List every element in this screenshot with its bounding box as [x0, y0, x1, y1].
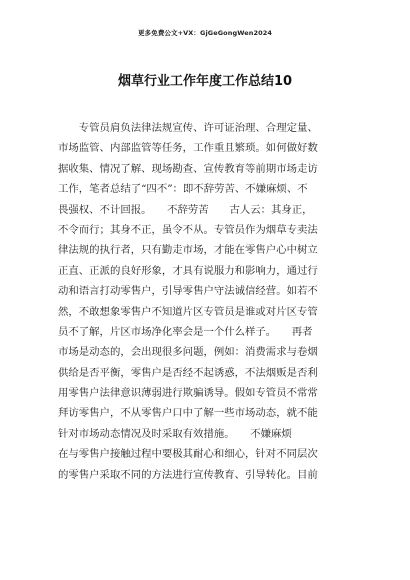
body-line: 用零售户法律意识薄弱进行欺骗诱导。假如专管员不常常 [58, 387, 318, 400]
document-body [58, 118, 358, 485]
body-line: 员不了解，片区市场净化率会是一个什么样子。 再者 [58, 325, 313, 338]
body-line: 不令而行；其身不正，虽令不从。专管员作为烟草专卖法 [58, 223, 318, 236]
body-line: 针对市场动态情况及时采取有效措施。 不嫌麻烦 [58, 427, 313, 440]
body-line: 畏强权、不计回报。 不辞劳苦 古人云：其身正， [58, 203, 313, 216]
header-note: 更多免费公文+VX：GjGeGongWen2024 [138, 29, 272, 37]
body-line: 市场是动态的，会出现很多问题，例如：消费需求与卷烟 [58, 346, 318, 359]
body-line: 然，不敢想象零售户不知道片区专管员是谁或对片区专管 [58, 305, 318, 318]
body-line: 供给是否平衡，零售户是否经不起诱惑，不法烟贩是否利 [58, 366, 318, 379]
document-title: 烟草行业工作年度工作总结10 [117, 74, 293, 89]
body-line: 的零售户采取不同的方法进行宣传教育、引导转化。目前 [58, 468, 318, 481]
body-line: 动和语言打动零售户，引导零售户守法诚信经营。如若不 [58, 285, 318, 298]
body-line: 专管员肩负法律法规宣传、许可证治理、合理定量、 [58, 122, 318, 134]
body-line: 拜访零售户，不从零售户口中了解一些市场动态，就不能 [58, 407, 318, 420]
body-line: 正直、正派的良好形象，才具有说服力和影响力，通过行 [58, 264, 318, 277]
body-line: 在与零售户接触过程中要极其耐心和细心，针对不同层次 [58, 448, 318, 461]
body-line: 工作，笔者总结了“四不”：即不辞劳苦、不嫌麻烦、不 [58, 183, 308, 196]
body-line: 市场监管、内部监管等任务，工作重且繁琐。如何做好数 [58, 142, 318, 155]
body-line: 据收集、情况了解、现场勘查、宣传教育等前期市场走访 [58, 162, 318, 175]
body-line: 律法规的执行者，只有勤走市场，才能在零售户心中树立 [58, 244, 318, 257]
